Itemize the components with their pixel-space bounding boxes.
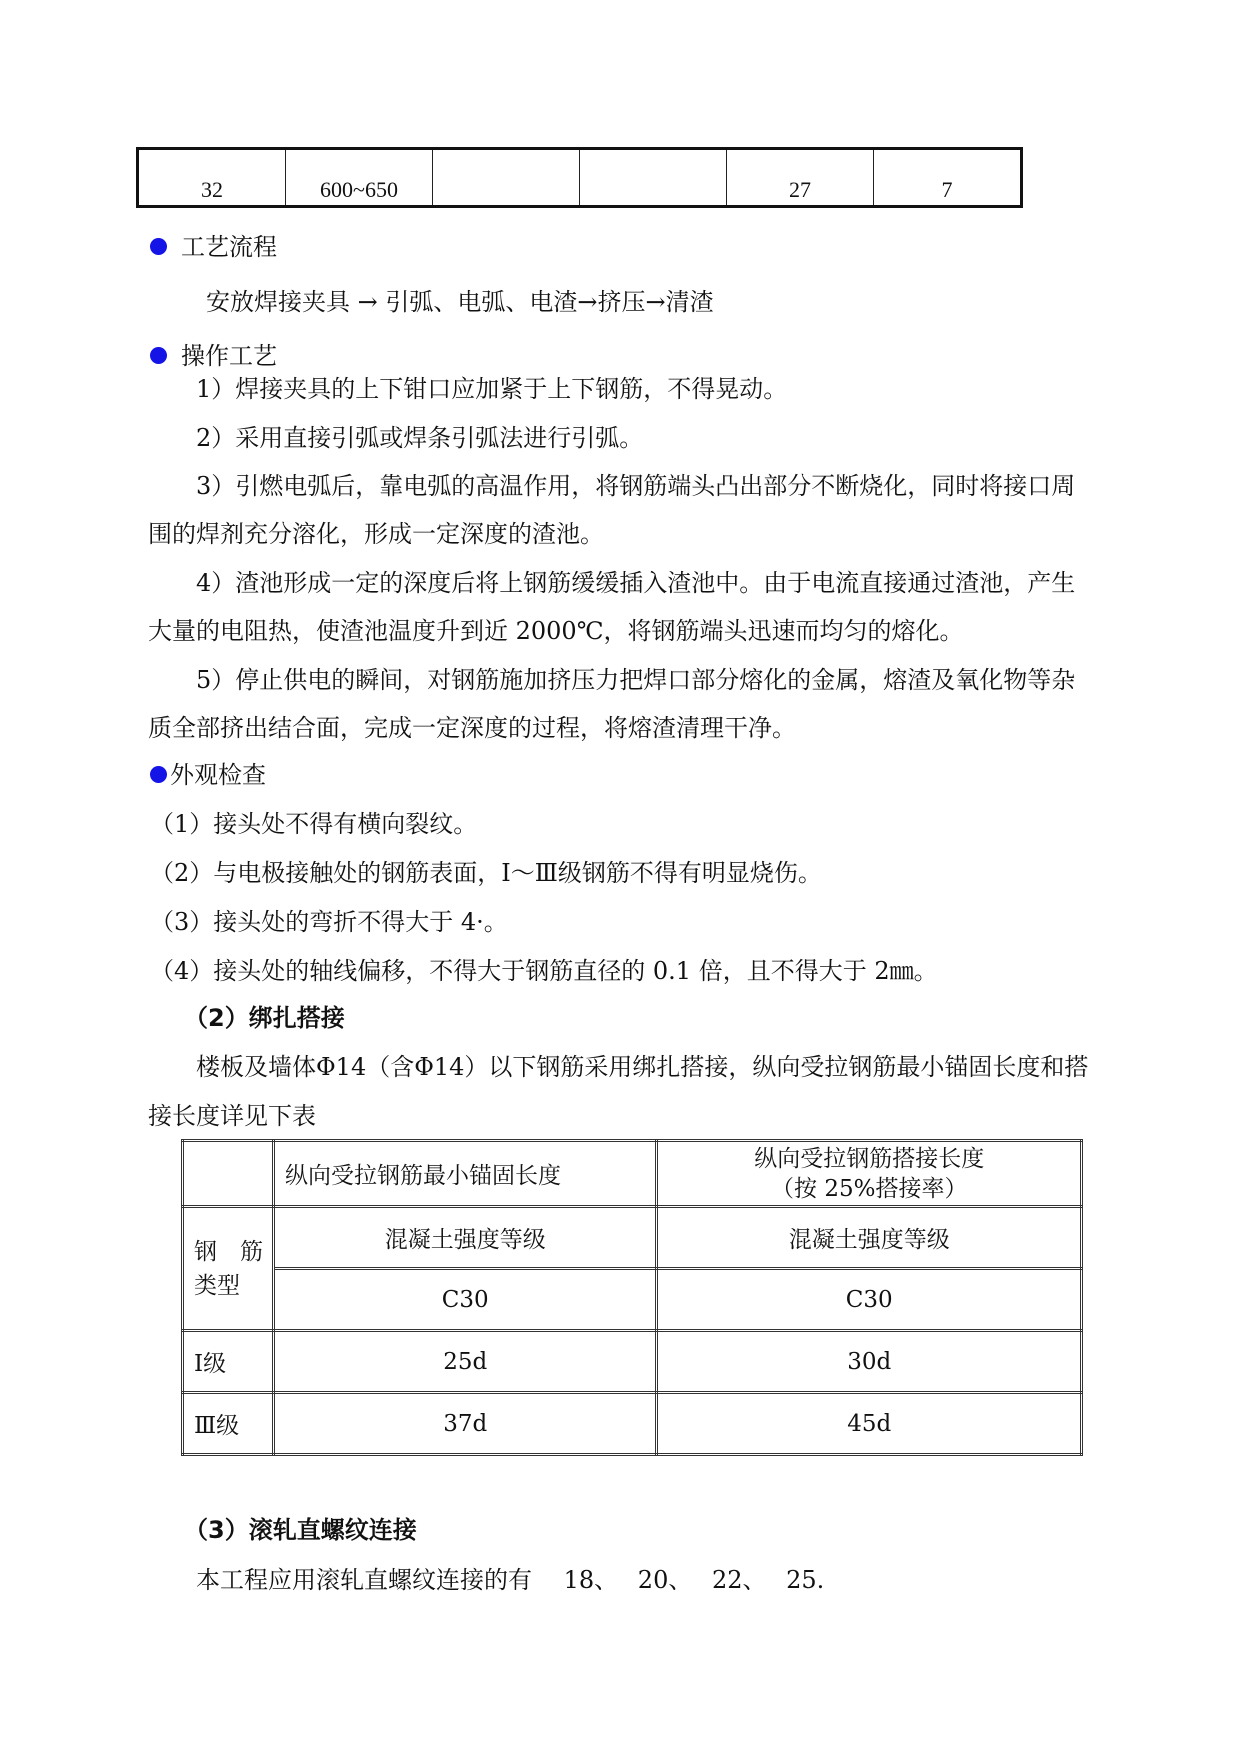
thread-heading: （3）滚轧直螺纹连接 — [184, 1516, 417, 1544]
operation-item-4-line2: 大量的电阻热，使渣池温度升到近 2000℃，将钢筋端头迅速而均匀的熔化。 — [148, 617, 964, 645]
table-cell: 7 — [874, 149, 1022, 207]
operation-item-5-line1: 5）停止供电的瞬间，对钢筋施加挤压力把焊口部分熔化的金属，熔渣及氧化物等杂 — [196, 666, 1076, 694]
inspection-item-1: （1）接头处不得有横向裂纹。 — [150, 810, 478, 838]
table-row — [183, 1207, 1082, 1269]
table-cell: 混凝土强度等级 — [657, 1207, 1082, 1269]
lap-heading: （2）绑扎搭接 — [184, 1004, 345, 1032]
table-row — [183, 1141, 1082, 1207]
table-cell: 30d — [657, 1331, 1082, 1393]
lap-table — [181, 1139, 1083, 1456]
inspection-heading: 外观检查 — [150, 755, 266, 790]
operation-heading: 操作工艺 — [150, 336, 277, 371]
table-cell: 37d — [273, 1393, 657, 1455]
table-cell: 45d — [657, 1393, 1082, 1455]
thread-paragraph: 本工程应用滚轧直螺纹连接的有 18、 20、 22、 25. — [196, 1566, 825, 1594]
table-cell: 27 — [727, 149, 874, 207]
bullet-icon — [150, 766, 167, 783]
table-cell — [433, 149, 580, 207]
inspection-item-4: （4）接头处的轴线偏移，不得大于钢筋直径的 0.1 倍，且不得大于 2㎜。 — [150, 957, 938, 985]
table-row — [138, 149, 1022, 207]
inspection-item-2: （2）与电极接触处的钢筋表面，Ⅰ～Ⅲ级钢筋不得有明显烧伤。 — [150, 859, 822, 887]
lap-paragraph-line1: 楼板及墙体Φ14（含Φ14）以下钢筋采用绑扎搭接，纵向受拉钢筋最小锚固长度和搭 — [196, 1053, 1089, 1081]
top-table — [136, 147, 1023, 208]
table-cell: Ⅰ级 — [183, 1331, 274, 1393]
operation-item-3-line2: 围的焊剂充分溶化，形成一定深度的渣池。 — [148, 520, 604, 548]
operation-item-4-line1: 4）渣池形成一定的深度后将上钢筋缓缓插入渣池中。由于电流直接通过渣池，产生 — [196, 569, 1076, 597]
bullet-icon — [150, 238, 167, 255]
operation-item-2: 2）采用直接引弧或焊条引弧法进行引弧。 — [196, 424, 644, 452]
bullet-icon — [150, 347, 167, 364]
table-row — [183, 1393, 1082, 1455]
table-cell — [580, 149, 727, 207]
table-cell — [183, 1141, 274, 1207]
process-flow: 安放焊接夹具 → 引弧、电弧、电渣→挤压→清渣 — [206, 288, 714, 316]
table-row-label: 钢 筋 类型 — [183, 1207, 274, 1331]
operation-item-5-line2: 质全部挤出结合面，完成一定深度的过程，将熔渣清理干净。 — [148, 714, 796, 742]
table-row — [183, 1269, 1082, 1331]
table-header-lap: 纵向受拉钢筋搭接长度 （按 25%搭接率） — [657, 1141, 1082, 1207]
inspection-item-3: （3）接头处的弯折不得大于 4·。 — [150, 908, 508, 936]
table-cell: Ⅲ级 — [183, 1393, 274, 1455]
table-row — [183, 1331, 1082, 1393]
table-cell: 混凝土强度等级 — [273, 1207, 657, 1269]
process-heading: 工艺流程 — [150, 227, 277, 262]
operation-item-3-line1: 3）引燃电弧后，靠电弧的高温作用，将钢筋端头凸出部分不断烧化，同时将接口周 — [196, 472, 1076, 500]
table-header-anchor: 纵向受拉钢筋最小锚固长度 — [273, 1141, 657, 1207]
lap-paragraph-line2: 接长度详见下表 — [148, 1102, 316, 1130]
operation-item-1: 1）焊接夹具的上下钳口应加紧于上下钢筋，不得晃动。 — [196, 375, 788, 403]
table-cell: 32 — [138, 149, 286, 207]
table-cell: 25d — [273, 1331, 657, 1393]
table-cell: C30 — [273, 1269, 657, 1331]
table-cell: C30 — [657, 1269, 1082, 1331]
table-cell: 600~650 — [286, 149, 433, 207]
